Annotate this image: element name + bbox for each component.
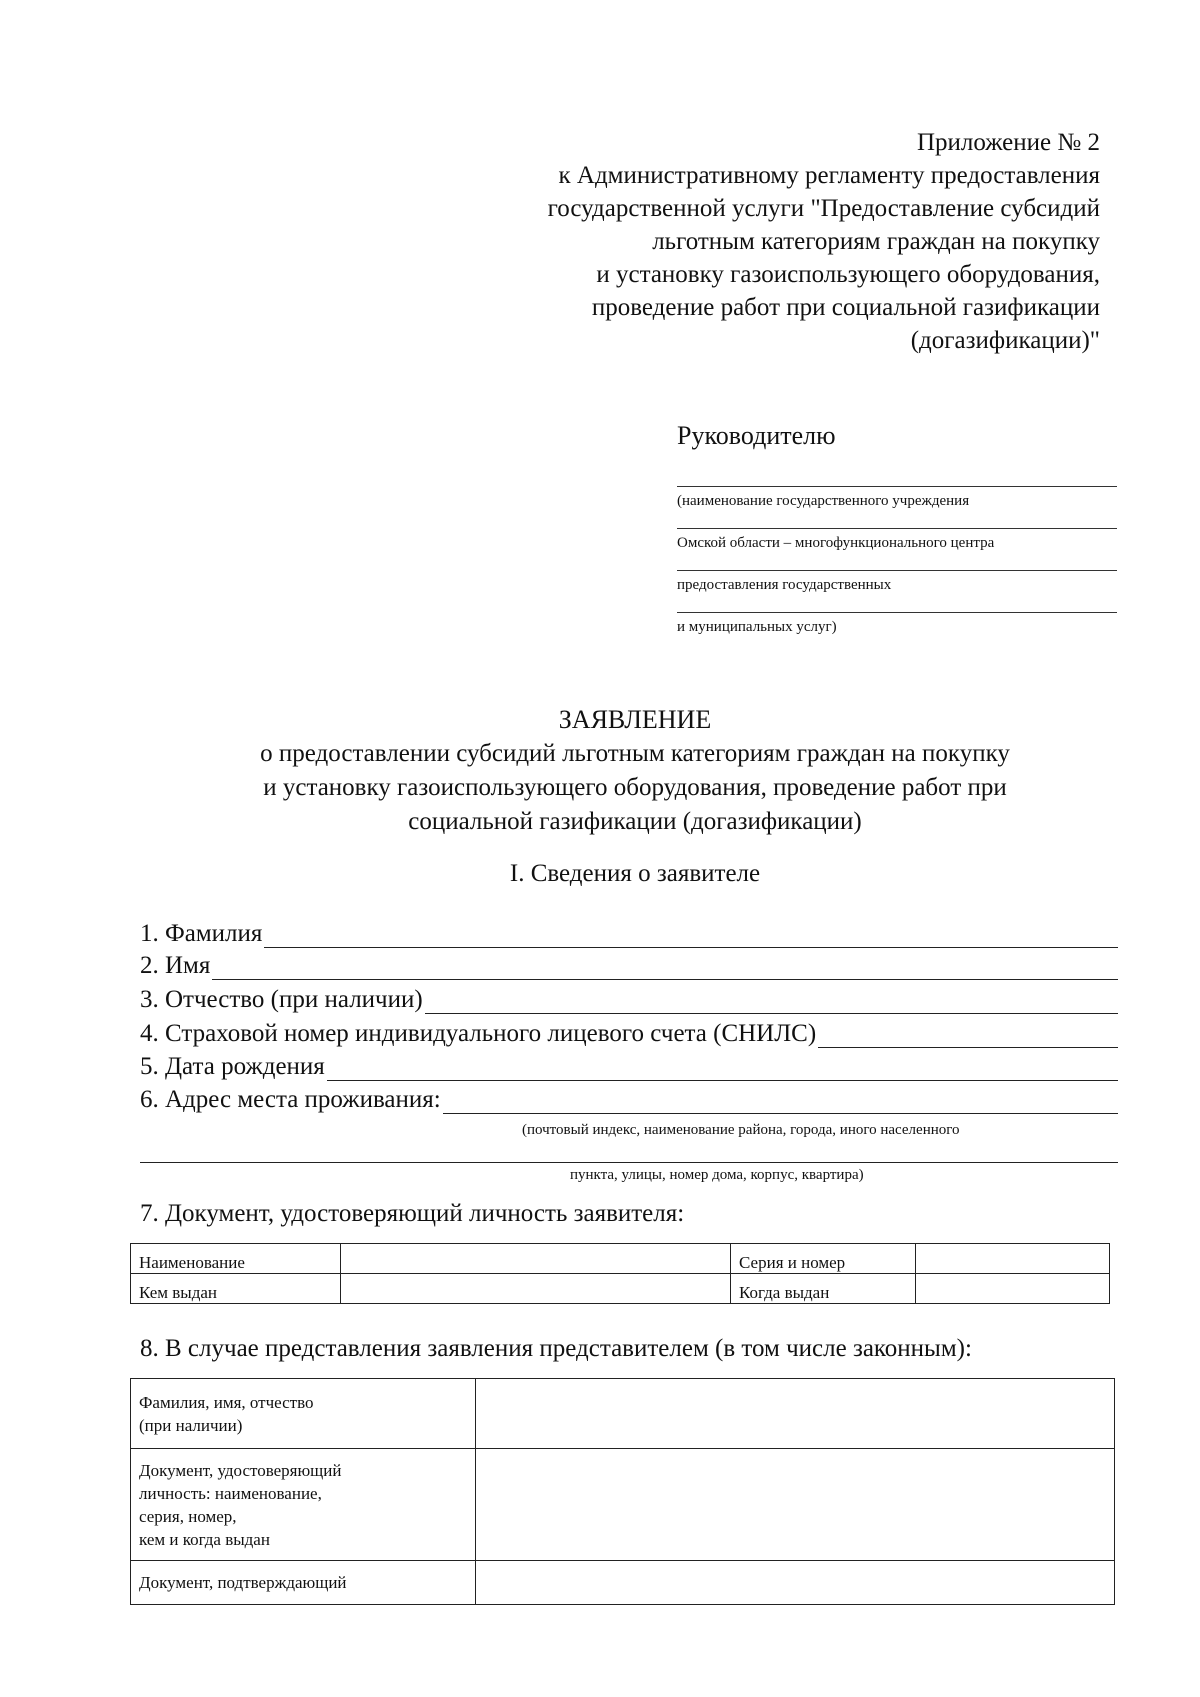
table-row (131, 1244, 1110, 1274)
field-label: 6. Адрес места проживания: (140, 1086, 441, 1113)
table-row (131, 1379, 1115, 1449)
table-row (131, 1561, 1115, 1605)
statement-subtitle-line: и установку газоиспользующего оборудования, проведение работ при (263, 774, 1007, 801)
field-address[interactable] (140, 1084, 1118, 1114)
appendix-line: Приложение № 2 (916, 129, 1100, 156)
field-name[interactable] (140, 950, 1118, 980)
addressee-caption: Омской области – многофункционального центра (677, 535, 995, 551)
table-cell-label: Фамилия, имя, отчество (при наличии) (131, 1379, 476, 1449)
addressee-field[interactable] (677, 570, 1117, 612)
statement-subtitle-line: социальной газификации (догазификации) (408, 808, 862, 835)
table-cell-input[interactable] (341, 1274, 731, 1304)
table-cell-input[interactable] (341, 1244, 731, 1274)
table-cell-input[interactable] (476, 1379, 1115, 1449)
field-label: 1. Фамилия (140, 920, 263, 947)
addressee-caption: и муниципальных услуг) (677, 619, 837, 635)
field-label: 2. Имя (140, 952, 211, 979)
statement-title-main: ЗАЯВЛЕНИЕ (558, 705, 712, 734)
addressee-field[interactable] (677, 486, 1117, 528)
table-cell-input[interactable] (476, 1561, 1115, 1605)
addressee-field[interactable] (677, 612, 1117, 654)
input-line[interactable] (212, 957, 1118, 980)
field-label: 4. Страховой номер индивидуального лицевого счета (СНИЛС) (140, 1020, 817, 1047)
addressee-caption: предоставления государственных (677, 577, 892, 593)
table-cell-input[interactable] (916, 1274, 1110, 1304)
appendix-line: льготным категориям граждан на покупку (652, 228, 1100, 255)
table-row (131, 1274, 1110, 1304)
appendix-line: проведение работ при социальной газификации (591, 294, 1100, 321)
doc7-heading: 7. Документ, удостоверяющий личность заявителя: (140, 1200, 685, 1227)
input-line[interactable] (264, 925, 1118, 948)
table-cell-label: Наименование (131, 1244, 341, 1274)
input-line[interactable] (327, 1058, 1118, 1081)
table-cell-label: Документ, удостоверяющий личность: наименование, серия, номер, кем и когда выдан (131, 1449, 476, 1561)
addressee-block (677, 420, 1117, 654)
table-cell-label: Кем выдан (131, 1274, 341, 1304)
field-snils[interactable] (140, 1018, 1118, 1048)
field-label: 5. Дата рождения (140, 1053, 325, 1080)
addressee-caption: (наименование государственного учреждения (677, 493, 970, 509)
table-cell-label: Документ, подтверждающий (131, 1561, 476, 1605)
address-hint: пункта, улицы, номер дома, корпус, квартира) (570, 1167, 864, 1183)
input-line[interactable] (818, 1025, 1118, 1048)
address-line-2[interactable] (140, 1162, 1118, 1163)
statement-subtitle-line: о предоставлении субсидий льготным категориям граждан на покупку (260, 740, 1010, 767)
input-line[interactable] (425, 991, 1118, 1014)
appendix-line: (догазификации)" (910, 327, 1100, 354)
appendix-line: к Административному регламенту предоставления (558, 162, 1100, 189)
field-patronymic[interactable] (140, 984, 1118, 1014)
input-line[interactable] (443, 1091, 1118, 1114)
section-title: I. Сведения о заявителе (509, 860, 761, 887)
representative-table (130, 1378, 1115, 1605)
statement-title (130, 703, 1140, 839)
table-cell-label: Серия и номер (731, 1244, 916, 1274)
addressee-head: Руководителю (677, 421, 836, 450)
table-cell-input[interactable] (476, 1449, 1115, 1561)
rep8-heading: 8. В случае представления заявления представителем (в том числе законным): (140, 1335, 972, 1362)
field-surname[interactable] (140, 918, 1118, 948)
field-label: 3. Отчество (при наличии) (140, 986, 423, 1013)
appendix-line: государственной услуги "Предоставление субсидий (547, 195, 1100, 222)
addressee-field[interactable] (677, 528, 1117, 570)
table-cell-input[interactable] (916, 1244, 1110, 1274)
identity-document-table (130, 1243, 1110, 1304)
appendix-header (400, 126, 1100, 357)
table-cell-label: Когда выдан (731, 1274, 916, 1304)
appendix-line: и установку газоиспользующего оборудования, (596, 261, 1100, 288)
table-row (131, 1449, 1115, 1561)
field-birth-date[interactable] (140, 1051, 1118, 1081)
address-hint: (почтовый индекс, наименование района, города, иного населенного (522, 1122, 960, 1138)
